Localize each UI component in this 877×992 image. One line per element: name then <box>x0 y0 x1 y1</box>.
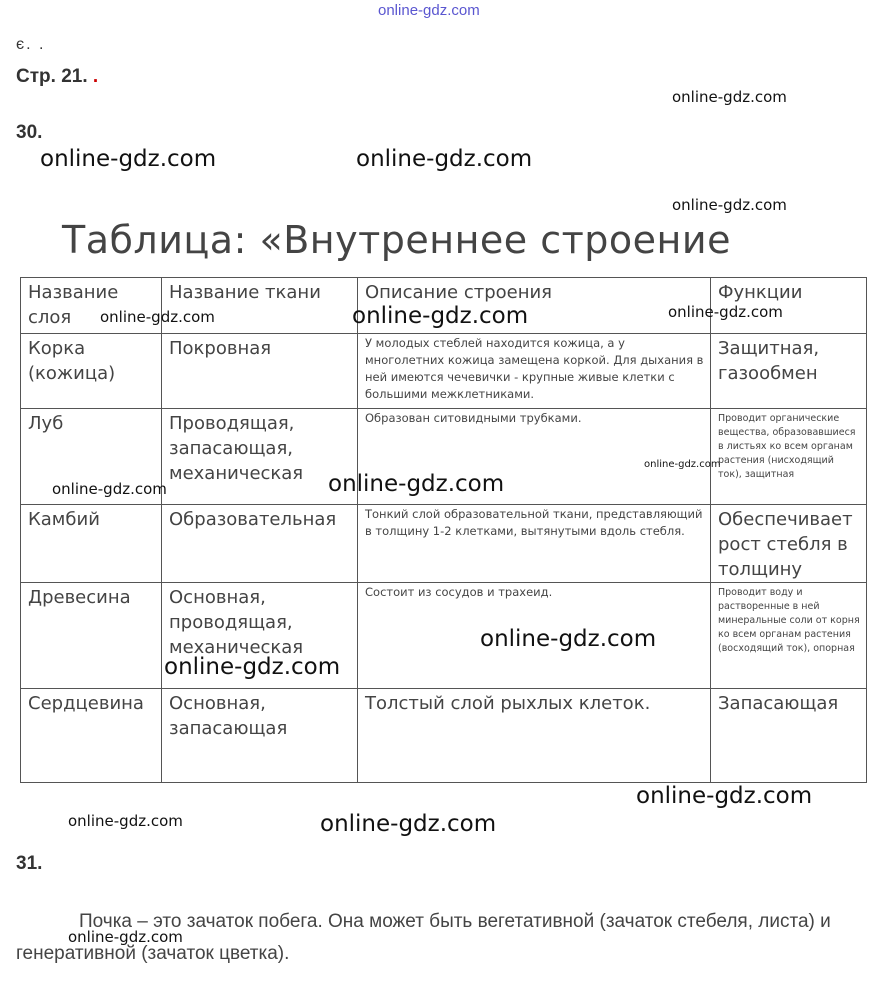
watermark: online-gdz.com <box>636 783 813 809</box>
function-cell: Запасающая <box>711 689 867 783</box>
page-reference-dot: . <box>92 66 99 87</box>
tissue-cell: Проводящая, запасающая, механическая <box>162 409 358 505</box>
header-cell: Функции <box>711 278 867 334</box>
watermark: online-gdz.com <box>68 812 183 830</box>
watermark: online-gdz.com <box>356 146 533 172</box>
watermark: online-gdz.com <box>40 146 217 172</box>
site-header-watermark: online-gdz.com <box>378 2 480 19</box>
watermark: online-gdz.com <box>672 88 787 106</box>
task-number-30: 30. <box>16 122 43 143</box>
watermark: online-gdz.com <box>320 811 497 837</box>
tissue-cell: Покровная <box>162 334 358 409</box>
watermark: online-gdz.com <box>480 626 657 652</box>
page-reference <box>16 66 98 88</box>
layer-cell: Сердцевина <box>21 689 162 783</box>
header-cell: Описание строения <box>358 278 711 334</box>
function-cell: Защитная, газообмен <box>711 334 867 409</box>
tissue-table <box>20 277 867 783</box>
layer-cell: Луб <box>21 409 162 505</box>
watermark: online-gdz.com <box>68 928 183 946</box>
tissue-cell: Образовательная <box>162 505 358 583</box>
watermark: online-gdz.com <box>352 303 529 329</box>
answer-text-31: Почка – это зачаток побега. Она может быть вегетативной (зачаток стебеля, листа) и генеративной (зачаток цветка). <box>16 911 831 964</box>
watermark: online-gdz.com <box>644 459 721 470</box>
tissue-cell: Основная, запасающая <box>162 689 358 783</box>
description-cell: У молодых стеблей находится кожица, а у многолетних кожица замещена коркой. Для дыхания в ней имеются чечевички - крупные живые клетки с большими межклетниками. <box>358 334 711 409</box>
function-cell: Проводит органические вещества, образовавшиеся в листьях ко всем органам растения (нисходящий ток), защитная <box>711 409 867 505</box>
description-cell: Толстый слой рыхлых клеток. <box>358 689 711 783</box>
page-reference-label: Стр. 21. <box>16 66 88 87</box>
tissue-cell: Основная, проводящая, механическая <box>162 583 358 689</box>
description-cell: Образован ситовидными трубками. <box>358 409 711 505</box>
watermark: online-gdz.com <box>672 196 787 214</box>
table-row <box>21 334 867 409</box>
table-row <box>21 689 867 783</box>
watermark: online-gdz.com <box>164 654 341 680</box>
task-number-31: 31. <box>16 853 43 874</box>
table-row <box>21 583 867 689</box>
function-cell: Обеспечивает рост стебля в толщину <box>711 505 867 583</box>
table-row <box>21 505 867 583</box>
watermark: online-gdz.com <box>100 308 215 326</box>
cut-off-text: є. . <box>16 36 46 53</box>
description-cell: Состоит из сосудов и трахеид. <box>358 583 711 689</box>
layer-cell: Корка (кожица) <box>21 334 162 409</box>
header-cell: Название ткани <box>162 278 358 334</box>
watermark: online-gdz.com <box>668 303 783 321</box>
header-cell: Название слоя <box>21 278 162 334</box>
description-cell: Тонкий слой образовательной ткани, представляющий в толщину 1-2 клетками, вытянутыми вдоль стебля. <box>358 505 711 583</box>
watermark: online-gdz.com <box>52 480 167 498</box>
watermark: online-gdz.com <box>328 471 505 497</box>
layer-cell: Камбий <box>21 505 162 583</box>
table-title: Таблица: «Внутреннее строение <box>62 218 731 262</box>
layer-cell: Древесина <box>21 583 162 689</box>
function-cell: Проводит воду и растворенные в ней минеральные соли от корня ко всем органам растения (восходящий ток), опорная <box>711 583 867 689</box>
